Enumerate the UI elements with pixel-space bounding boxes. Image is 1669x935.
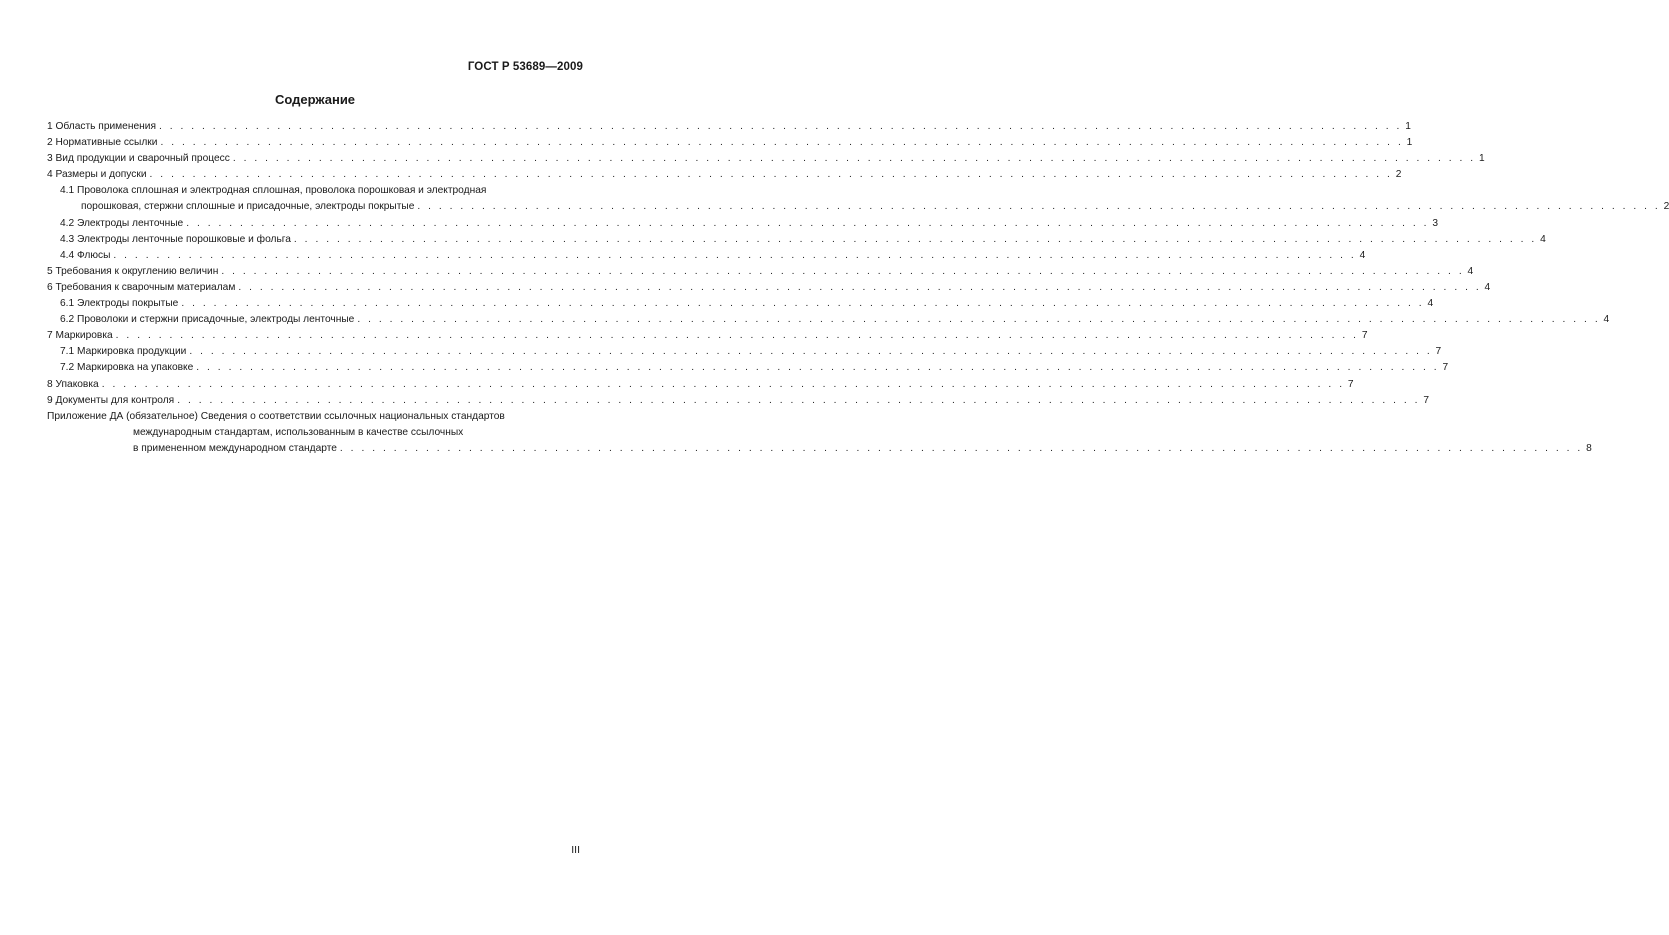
toc-leader-dots: . . . . . . . . . . . . . . . . . . . . . . . . . . . . . . . . . . . . . . . . . . . . . . . . . . . . . . . . . . . . . . . . . . . . . . . . . . . . . . . . . . . . . . . . . . . . . . . . . . . . . . . . . . . . . . . . . . . . xyxy=(101,378,1345,390)
document-code: ГОСТ Р 53689—2009 xyxy=(467,61,583,73)
toc-leader-dots: . . . . . . . . . . . . . . . . . . . . . . . . . . . . . . . . . . . . . . . . . . . . . . . . . . . . . . . . . . . . . . . . . . . . . . . . . . . . . . . . . . . . . . . . . . . . . . . . . . . . . . . . . . . . . . . . . . . . xyxy=(417,201,1661,213)
toc-entry-7[interactable] xyxy=(47,328,1368,344)
toc-leader-dots: . . . . . . . . . . . . . . . . . . . . . . . . . . . . . . . . . . . . . . . . . . . . . . . . . . . . . . . . . . . . . . . . . . . . . . . . . . . . . . . . . . . . . . . . . . . . . . . . . . . . . . . . . . . . . . . . . . . . xyxy=(158,121,1402,132)
toc-entry-page: 2 xyxy=(1663,201,1669,213)
toc-leader-dots: . . . . . . . . . . . . . . . . . . . . . . . . . . . . . . . . . . . . . . . . . . . . . . . . . . . . . . . . . . . . . . . . . . . . . . . . . . . . . . . . . . . . . . . . . . . . . . . . . . . . . . . . . . . . . . . . . . . . xyxy=(149,169,1393,181)
toc-entry-2[interactable] xyxy=(47,135,1413,151)
toc-entry-page: 1 xyxy=(1406,137,1413,149)
toc-entry-page: 1 xyxy=(1405,121,1411,132)
table-of-contents xyxy=(47,119,1669,457)
toc-entry-title: 9 Документы для контроля xyxy=(47,394,175,406)
toc-entry-page: 4 xyxy=(1484,281,1491,293)
toc-entry-3[interactable] xyxy=(47,151,1485,167)
toc-leader-dots: . . . . . . . . . . . . . . . . . . . . . . . . . . . . . . . . . . . . . . . . . . . . . . . . . . . . . . . . . . . . . . . . . . . . . . . . . . . . . . . . . . . . . . . . . . . . . . . . . . . . . . . . . . . . . . . . . . . . xyxy=(357,314,1601,326)
toc-leader-dots: . . . . . . . . . . . . . . . . . . . . . . . . . . . . . . . . . . . . . . . . . . . . . . . . . . . . . . . . . . . . . . . . . . . . . . . . . . . . . . . . . . . . . . . . . . . . . . . . . . . . . . . . . . . . . . . . . . . . xyxy=(160,137,1404,149)
toc-appendix-line2[interactable]: международным стандартам, использованным в качестве ссылочных xyxy=(133,426,464,438)
toc-leader-dots: . . . . . . . . . . . . . . . . . . . . . . . . . . . . . . . . . . . . . . . . . . . . . . . . . . . . . . . . . . . . . . . . . . . . . . . . . . . . . . . . . . . . . . . . . . . . . . . . . . . . . . . . . . . . . . . . . . . . xyxy=(177,394,1421,406)
toc-entry-page: 1 xyxy=(1479,153,1485,165)
toc-entry-title: 7.2 Маркировка на упаковке xyxy=(60,362,194,374)
toc-leader-dots: . . . . . . . . . . . . . . . . . . . . . . . . . . . . . . . . . . . . . . . . . . . . . . . . . . . . . . . . . . . . . . . . . . . . . . . . . . . . . . . . . . . . . . . . . . . . . . . . . . . . . . . . . . . . . . . . . . . . xyxy=(293,233,1537,245)
toc-entry-7-1[interactable] xyxy=(47,344,1442,360)
toc-leader-dots: . . . . . . . . . . . . . . . . . . . . . . . . . . . . . . . . . . . . . . . . . . . . . . . . . . . . . . . . . . . . . . . . . . . . . . . . . . . . . . . . . . . . . . . . . . . . . . . . . . . . . . . . . . . . . . . . . . . . xyxy=(189,346,1433,358)
toc-entry-4-1-line1[interactable]: 4.1 Проволока сплошная и электродная сплошная, проволока порошковая и электродная xyxy=(60,185,487,197)
toc-entry-5[interactable] xyxy=(47,264,1474,280)
toc-entry-title: 4.4 Флюсы xyxy=(60,249,111,261)
toc-entry-1[interactable] xyxy=(47,119,1411,135)
toc-leader-dots: . . . . . . . . . . . . . . . . . . . . . . . . . . . . . . . . . . . . . . . . . . . . . . . . . . . . . . . . . . . . . . . . . . . . . . . . . . . . . . . . . . . . . . . . . . . . . . . . . . . . . . . . . . . . . . . . . . . . xyxy=(115,330,1359,342)
toc-entry-title: 8 Упаковка xyxy=(47,378,99,390)
toc-entry-6[interactable] xyxy=(47,280,1491,296)
toc-leader-dots: . . . . . . . . . . . . . . . . . . . . . . . . . . . . . . . . . . . . . . . . . . . . . . . . . . . . . . . . . . . . . . . . . . . . . . . . . . . . . . . . . . . . . . . . . . . . . . . . . . . . . . . . . . . . . . . . . . . . xyxy=(113,249,1357,261)
toc-appendix[interactable] xyxy=(47,441,1592,457)
toc-entry-title: 6 Требования к сварочным материалам xyxy=(47,281,236,293)
toc-title: Содержание xyxy=(274,92,356,107)
toc-leader-dots: . . . . . . . . . . . . . . . . . . . . . . . . . . . . . . . . . . . . . . . . . . . . . . . . . . . . . . . . . . . . . . . . . . . . . . . . . . . . . . . . . . . . . . . . . . . . . . . . . . . . . . . . . . . . . . . . . . . . xyxy=(339,442,1583,454)
toc-entry-title: 4 Размеры и допуски xyxy=(47,169,147,181)
toc-entry-page: 7 xyxy=(1347,378,1354,390)
toc-entry-page: 7 xyxy=(1361,330,1368,342)
toc-entry-page: 3 xyxy=(1432,217,1439,229)
toc-leader-dots: . . . . . . . . . . . . . . . . . . . . . . . . . . . . . . . . . . . . . . . . . . . . . . . . . . . . . . . . . . . . . . . . . . . . . . . . . . . . . . . . . . . . . . . . . . . . . . . . . . . . . . . . . . . . . . . . . . . . xyxy=(186,217,1430,229)
toc-entry-title: в примененном международном стандарте xyxy=(133,442,337,454)
toc-entry-page: 4 xyxy=(1467,265,1474,277)
toc-entry-title: 2 Нормативные ссылки xyxy=(47,137,158,149)
toc-entry-page: 4 xyxy=(1359,249,1366,261)
toc-leader-dots: . . . . . . . . . . . . . . . . . . . . . . . . . . . . . . . . . . . . . . . . . . . . . . . . . . . . . . . . . . . . . . . . . . . . . . . . . . . . . . . . . . . . . . . . . . . . . . . . . . . . . . . . . . . . . . . . . . . . xyxy=(181,298,1425,310)
toc-leader-dots: . . . . . . . . . . . . . . . . . . . . . . . . . . . . . . . . . . . . . . . . . . . . . . . . . . . . . . . . . . . . . . . . . . . . . . . . . . . . . . . . . . . . . . . . . . . . . . . . . . . . . . . . . . . . . . . . . . . . xyxy=(238,281,1482,293)
toc-entry-4[interactable] xyxy=(47,167,1402,183)
toc-entry-title: 5 Требования к округлению величин xyxy=(47,265,219,277)
toc-entry-4-3[interactable] xyxy=(47,232,1546,248)
toc-entry-page: 2 xyxy=(1395,169,1402,181)
toc-entry-page: 4 xyxy=(1540,233,1546,245)
toc-entry-4-1[interactable] xyxy=(47,199,1669,215)
toc-entry-title: 4.3 Электроды ленточные порошковые и фольга xyxy=(60,233,291,245)
toc-leader-dots: . . . . . . . . . . . . . . . . . . . . . . . . . . . . . . . . . . . . . . . . . . . . . . . . . . . . . . . . . . . . . . . . . . . . . . . . . . . . . . . . . . . . . . . . . . . . . . . . . . . . . . . . . . . . . . . . . . . . xyxy=(221,265,1465,277)
toc-entry-title: 7 Маркировка xyxy=(47,330,113,342)
toc-appendix-line1[interactable]: Приложение ДА (обязательное) Сведения о соответствии ссылочных национальных стандартов xyxy=(47,410,505,422)
toc-entry-6-1[interactable] xyxy=(47,296,1434,312)
toc-entry-title: 6.1 Электроды покрытые xyxy=(60,298,179,310)
toc-entry-title: 4.2 Электроды ленточные xyxy=(60,217,184,229)
toc-entry-page: 7 xyxy=(1423,394,1430,406)
toc-leader-dots: . . . . . . . . . . . . . . . . . . . . . . . . . . . . . . . . . . . . . . . . . . . . . . . . . . . . . . . . . . . . . . . . . . . . . . . . . . . . . . . . . . . . . . . . . . . . . . . . . . . . . . . . . . . . . . . . . . . . xyxy=(232,153,1476,165)
page-number: III xyxy=(571,844,580,856)
toc-entry-title: 6.2 Проволоки и стержни присадочные, электроды ленточные xyxy=(60,314,355,326)
toc-entry-8[interactable] xyxy=(47,377,1354,393)
toc-entry-title: порошковая, стержни сплошные и присадочные, электроды покрытые xyxy=(81,201,415,213)
toc-entry-9[interactable] xyxy=(47,393,1430,409)
toc-entry-page: 8 xyxy=(1586,442,1592,454)
toc-entry-title: 1 Область применения xyxy=(47,121,156,132)
toc-entry-4-4[interactable] xyxy=(47,248,1366,264)
toc-entry-title: 7.1 Маркировка продукции xyxy=(60,346,187,358)
toc-entry-page: 7 xyxy=(1442,362,1449,374)
toc-entry-7-2[interactable] xyxy=(47,360,1449,376)
toc-entry-4-2[interactable] xyxy=(47,216,1439,232)
toc-entry-title: 3 Вид продукции и сварочный процесс xyxy=(47,153,230,165)
toc-entry-6-2[interactable] xyxy=(47,312,1610,328)
toc-leader-dots: . . . . . . . . . . . . . . . . . . . . . . . . . . . . . . . . . . . . . . . . . . . . . . . . . . . . . . . . . . . . . . . . . . . . . . . . . . . . . . . . . . . . . . . . . . . . . . . . . . . . . . . . . . . . . . . . . . . . xyxy=(196,362,1440,374)
toc-entry-page: 4 xyxy=(1427,298,1434,310)
toc-entry-page: 7 xyxy=(1435,346,1442,358)
toc-entry-page: 4 xyxy=(1603,314,1610,326)
